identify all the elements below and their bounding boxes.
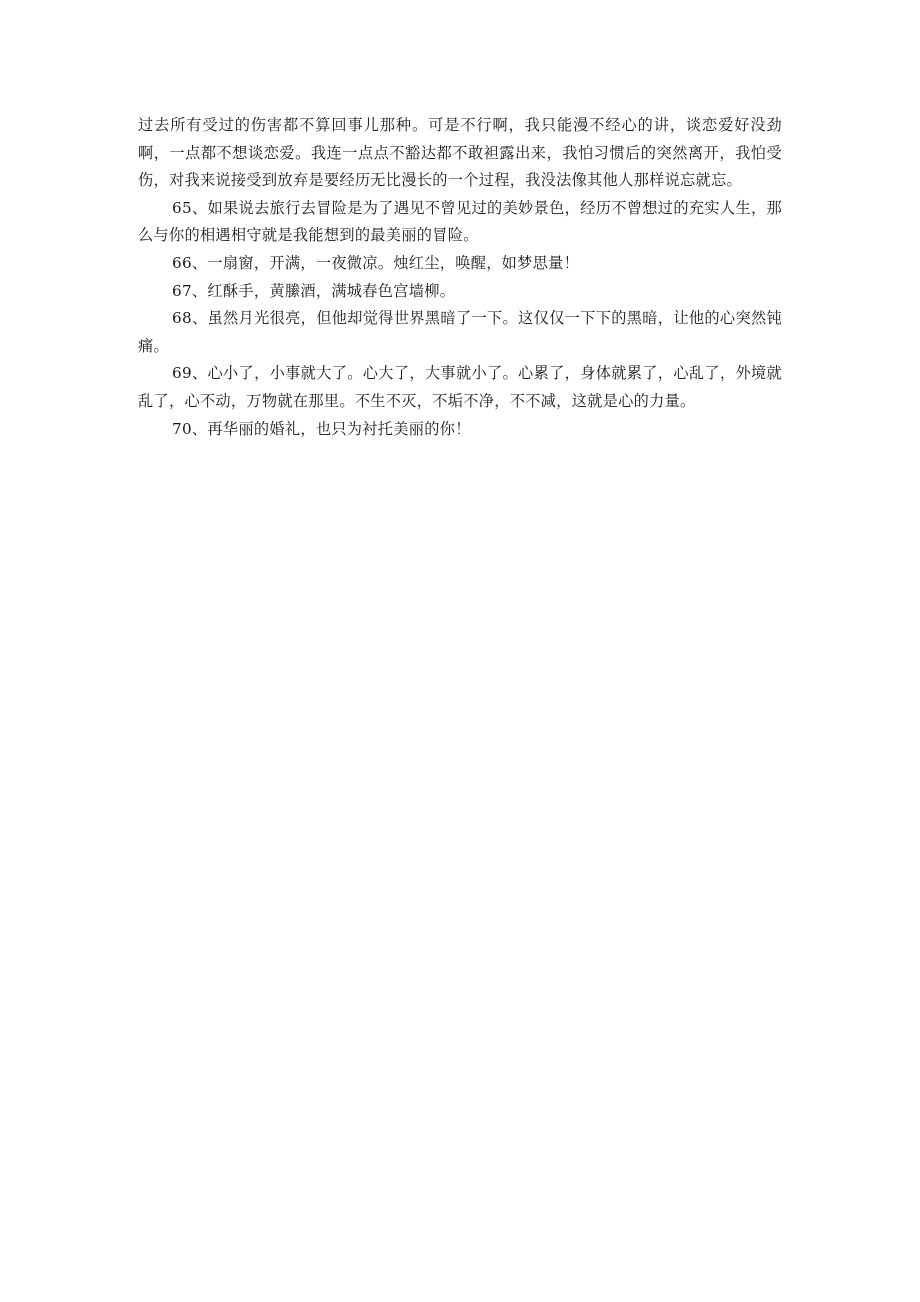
paragraph-continuation: 过去所有受过的伤害都不算回事儿那种。可是不行啊，我只能漫不经心的讲，谈恋爱好没劲啊，一点都不想谈恋爱。我连一点点不豁达都不敢袒露出来，我怕习惯后的突然离开，我怕受伤，对我来说接受到放弃是要经历无比漫长的一个过程，我没法像其他人那样说忘就忘。 [138, 116, 782, 190]
paragraph-69: 69、心小了，小事就大了。心大了，大事就小了。心累了，身体就累了，心乱了，外境就乱了，心不动，万物就在那里。不生不灭，不垢不净，不不减，这就是心的力量。 [138, 364, 782, 410]
paragraph-70: 70、再华丽的婚礼，也只为衬托美丽的你！ [172, 419, 471, 438]
paragraph-65: 65、如果说去旅行去冒险是为了遇见不曾见过的美妙景色，经历不曾想过的充实人生，那么与你的相遇相守就是我能想到的最美丽的冒险。 [138, 198, 782, 245]
paragraph-68: 68、虽然月光很亮，但他却觉得世界黑暗了一下。这仅仅一下下的黑暗，让他的心突然钝痛。 [138, 309, 782, 355]
document-body [138, 112, 782, 443]
paragraph-66: 66、一扇窗，开满，一夜微凉。烛红尘，唤醒，如梦思量！ [172, 253, 580, 272]
paragraph-67: 67、红酥手，黄縢酒，满城春色宫墙柳。 [172, 281, 456, 300]
